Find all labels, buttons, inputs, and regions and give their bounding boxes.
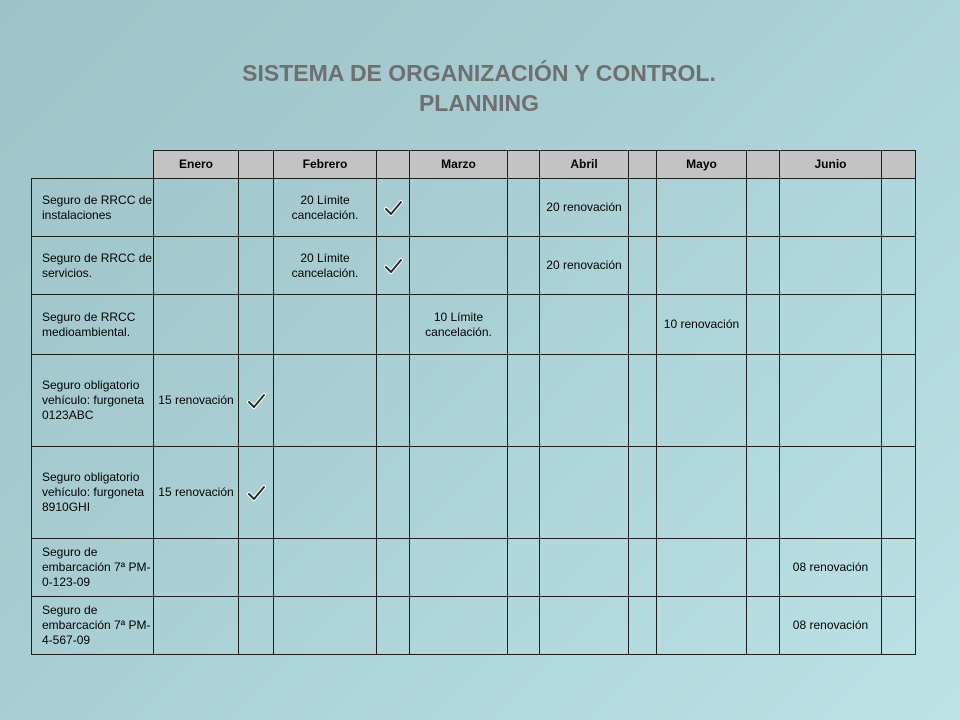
cell-mar bbox=[410, 237, 508, 295]
check-cell-jun bbox=[882, 597, 916, 655]
check-cell-abr bbox=[629, 179, 657, 237]
check-header-jun bbox=[882, 151, 916, 179]
check-cell-may bbox=[747, 179, 780, 237]
cell-ene bbox=[154, 295, 239, 355]
cell-may bbox=[657, 355, 747, 447]
table-row bbox=[32, 295, 916, 355]
cell-may bbox=[657, 597, 747, 655]
cell-feb bbox=[274, 295, 377, 355]
check-cell-may bbox=[747, 355, 780, 447]
check-cell-abr bbox=[629, 295, 657, 355]
planning-table bbox=[31, 150, 916, 655]
month-header-abr: Abril bbox=[540, 151, 629, 179]
cell-ene: 15 renovación bbox=[154, 447, 239, 539]
cell-jun bbox=[780, 447, 882, 539]
check-header-ene bbox=[239, 151, 274, 179]
cell-mar bbox=[410, 447, 508, 539]
title-line-1: SISTEMA DE ORGANIZACIÓN Y CONTROL. bbox=[242, 60, 716, 86]
check-cell-ene bbox=[239, 179, 274, 237]
check-cell-abr bbox=[629, 597, 657, 655]
check-cell-mar bbox=[508, 597, 540, 655]
check-header-feb bbox=[377, 151, 410, 179]
cell-abr: 20 renovación bbox=[540, 179, 629, 237]
cell-ene bbox=[154, 597, 239, 655]
checkmark-icon bbox=[246, 485, 266, 501]
check-cell-ene bbox=[239, 597, 274, 655]
cell-ene: 15 renovación bbox=[154, 355, 239, 447]
check-cell-abr bbox=[629, 447, 657, 539]
cell-may bbox=[657, 447, 747, 539]
check-header-mar bbox=[508, 151, 540, 179]
cell-ene bbox=[154, 539, 239, 597]
checkmark-icon bbox=[383, 200, 403, 216]
check-cell-mar bbox=[508, 237, 540, 295]
check-cell-ene bbox=[239, 447, 274, 539]
month-header-feb: Febrero bbox=[274, 151, 377, 179]
check-cell-jun bbox=[882, 179, 916, 237]
check-cell-abr bbox=[629, 355, 657, 447]
check-cell-mar bbox=[508, 539, 540, 597]
check-cell-mar bbox=[508, 295, 540, 355]
check-cell-feb bbox=[377, 447, 410, 539]
cell-jun: 08 renovación bbox=[780, 539, 882, 597]
check-cell-jun bbox=[882, 237, 916, 295]
month-header-ene: Enero bbox=[154, 151, 239, 179]
cell-mar bbox=[410, 539, 508, 597]
checkmark-icon bbox=[246, 393, 266, 409]
cell-ene bbox=[154, 237, 239, 295]
table-row bbox=[32, 179, 916, 237]
check-cell-ene bbox=[239, 295, 274, 355]
check-header-abr bbox=[629, 151, 657, 179]
check-cell-may bbox=[747, 237, 780, 295]
cell-mar bbox=[410, 597, 508, 655]
cell-feb: 20 Límite cancelación. bbox=[274, 179, 377, 237]
cell-feb: 20 Límite cancelación. bbox=[274, 237, 377, 295]
title-line-2: PLANNING bbox=[418, 90, 540, 116]
row-label: Seguro de embarcación 7ª PM-4-567-09 bbox=[32, 597, 154, 655]
check-cell-abr bbox=[629, 237, 657, 295]
check-cell-ene bbox=[239, 237, 274, 295]
cell-feb bbox=[274, 355, 377, 447]
row-label: Seguro de embarcación 7ª PM-0-123-09 bbox=[32, 539, 154, 597]
check-cell-may bbox=[747, 295, 780, 355]
header-corner bbox=[32, 151, 154, 179]
check-cell-abr bbox=[629, 539, 657, 597]
page-title bbox=[0, 58, 960, 118]
row-label: Seguro de RRCC de servicios. bbox=[32, 237, 154, 295]
header-row bbox=[32, 151, 916, 179]
table-row bbox=[32, 539, 916, 597]
cell-mar: 10 Límite cancelación. bbox=[410, 295, 508, 355]
check-cell-may bbox=[747, 447, 780, 539]
check-header-may bbox=[747, 151, 780, 179]
table-row bbox=[32, 597, 916, 655]
check-cell-mar bbox=[508, 355, 540, 447]
cell-abr bbox=[540, 295, 629, 355]
cell-abr bbox=[540, 447, 629, 539]
cell-may: 10 renovación bbox=[657, 295, 747, 355]
cell-may bbox=[657, 237, 747, 295]
check-cell-may bbox=[747, 539, 780, 597]
cell-mar bbox=[410, 179, 508, 237]
cell-jun bbox=[780, 295, 882, 355]
check-cell-feb bbox=[377, 295, 410, 355]
table-row bbox=[32, 237, 916, 295]
check-cell-ene bbox=[239, 539, 274, 597]
month-header-mar: Marzo bbox=[410, 151, 508, 179]
cell-abr bbox=[540, 597, 629, 655]
cell-jun bbox=[780, 355, 882, 447]
check-cell-feb bbox=[377, 355, 410, 447]
cell-abr: 20 renovación bbox=[540, 237, 629, 295]
cell-abr bbox=[540, 355, 629, 447]
check-cell-jun bbox=[882, 295, 916, 355]
table-row bbox=[32, 355, 916, 447]
cell-feb bbox=[274, 597, 377, 655]
check-cell-may bbox=[747, 597, 780, 655]
row-label: Seguro de RRCC de instalaciones bbox=[32, 179, 154, 237]
check-cell-jun bbox=[882, 447, 916, 539]
cell-ene bbox=[154, 179, 239, 237]
check-cell-mar bbox=[508, 447, 540, 539]
row-label: Seguro obligatorio vehículo: furgoneta 0123ABC bbox=[32, 355, 154, 447]
cell-may bbox=[657, 539, 747, 597]
cell-abr bbox=[540, 539, 629, 597]
check-cell-feb bbox=[377, 597, 410, 655]
check-cell-jun bbox=[882, 355, 916, 447]
cell-mar bbox=[410, 355, 508, 447]
month-header-may: Mayo bbox=[657, 151, 747, 179]
check-cell-jun bbox=[882, 539, 916, 597]
cell-feb bbox=[274, 539, 377, 597]
month-header-jun: Junio bbox=[780, 151, 882, 179]
check-cell-ene bbox=[239, 355, 274, 447]
check-cell-feb bbox=[377, 539, 410, 597]
check-cell-feb bbox=[377, 179, 410, 237]
row-label: Seguro de RRCC medioambiental. bbox=[32, 295, 154, 355]
cell-may bbox=[657, 179, 747, 237]
checkmark-icon bbox=[383, 258, 403, 274]
cell-feb bbox=[274, 447, 377, 539]
check-cell-mar bbox=[508, 179, 540, 237]
check-cell-feb bbox=[377, 237, 410, 295]
table-row bbox=[32, 447, 916, 539]
cell-jun bbox=[780, 237, 882, 295]
cell-jun bbox=[780, 179, 882, 237]
cell-jun: 08 renovación bbox=[780, 597, 882, 655]
row-label: Seguro obligatorio vehículo: furgoneta 8910GHI bbox=[32, 447, 154, 539]
